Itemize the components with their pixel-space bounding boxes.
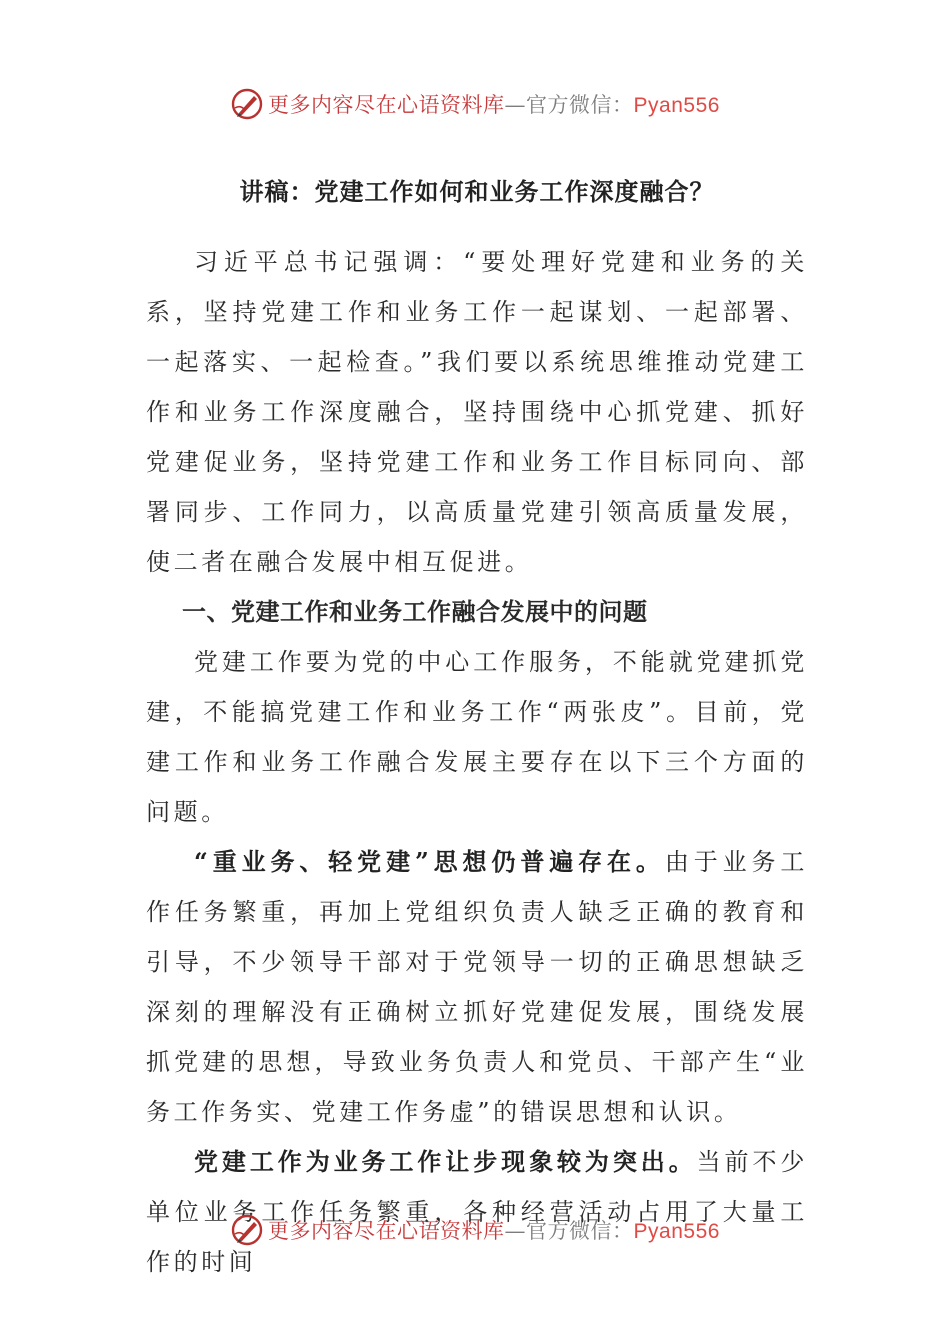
point-1-paragraph bbox=[146, 837, 808, 1137]
watermark-wechat-id: Pyan556 bbox=[633, 94, 720, 117]
document-body bbox=[146, 175, 808, 1287]
section-heading-1: 一、党建工作和业务工作融合发展中的问题 bbox=[182, 597, 648, 626]
intro-paragraph: 习近平总书记强调：“要处理好党建和业务的关系，坚持党建工作和业务工作一起谋划、一起部署、一起落实、一起检查。”我们要以系统思维推动党建工作和业务工作深度融合，坚持围绕中心抓党建、抓好党建促业务，坚持党建工作和业务工作目标同向、部署同步、工作同力，以高质量党建引领高质量发展，使二者在融合发展中相互促进。 bbox=[146, 248, 808, 576]
watermark-site-text: 更多内容尽在心语资料库 bbox=[268, 93, 505, 117]
watermark-text bbox=[268, 1215, 720, 1245]
section1-intro-paragraph: 党建工作要为党的中心工作服务，不能就党建抓党建，不能搞党建工作和业务工作“两张皮”。目前，党建工作和业务工作融合发展主要存在以下三个方面的问题。 bbox=[146, 648, 808, 826]
point-1-body: 由于业务工作任务繁重，再加上党组织负责人缺乏正确的教育和引导，不少领导干部对于党领导一切的正确思想缺乏深刻的理解没有正确树立抓好党建促发展，围绕发展抓党建的思想，导致业务负责人和党员、干部产生“业务工作务实、党建工作务虚”的错误思想和认识。 bbox=[146, 848, 809, 1126]
watermark-site-text: 更多内容尽在心语资料库 bbox=[268, 1219, 505, 1243]
watermark-text bbox=[268, 89, 720, 119]
pen-logo-icon bbox=[230, 87, 264, 121]
point-2-lead: 党建工作为业务工作让步现象较为突出。 bbox=[194, 1147, 697, 1176]
point-2-body: 当前不少单位业务工作任务繁重，各种经营活动占用了大量工作的时间 bbox=[146, 1148, 808, 1276]
watermark-banner-top bbox=[0, 84, 950, 124]
pen-logo-icon bbox=[230, 1213, 264, 1247]
watermark-separator: —官方微信： bbox=[504, 93, 634, 117]
point-1-lead: “重业务、轻党建”思想仍普遍存在。 bbox=[194, 847, 665, 876]
watermark-separator: —官方微信： bbox=[504, 1219, 634, 1243]
watermark-banner-bottom bbox=[0, 1210, 950, 1250]
watermark-wechat-id: Pyan556 bbox=[633, 1220, 720, 1243]
document-title: 讲稿：党建工作如何和业务工作深度融合？ bbox=[239, 177, 715, 206]
